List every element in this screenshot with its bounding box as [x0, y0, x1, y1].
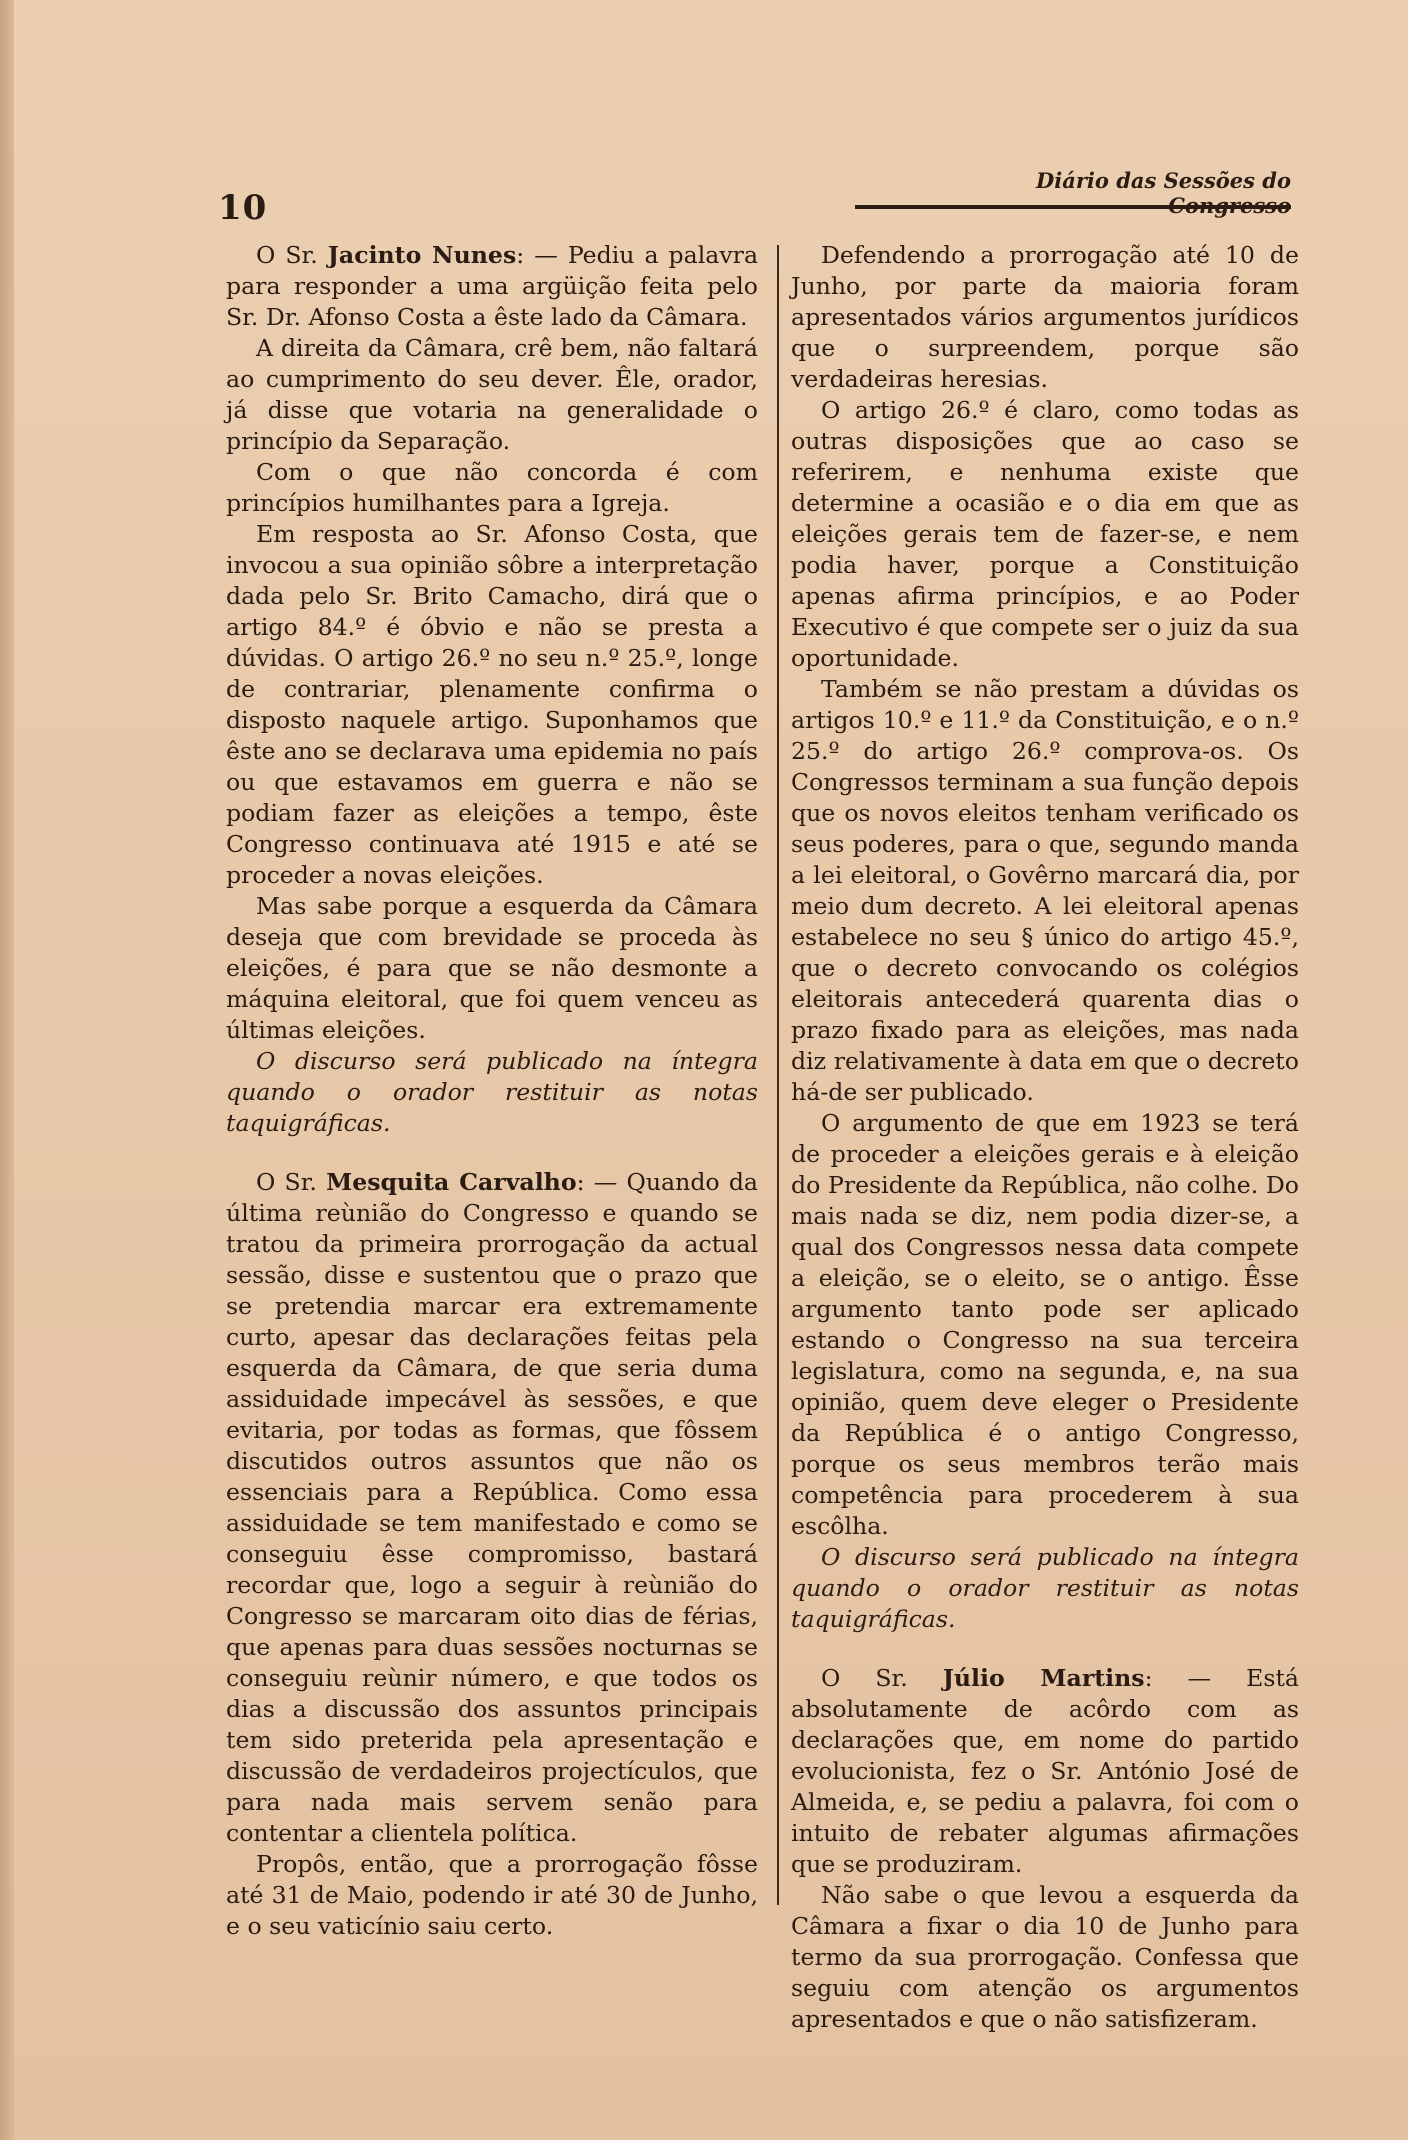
page-number: 10: [218, 188, 268, 228]
paragraph: A direita da Câmara, crê bem, não faltará ao cumprimento do seu dever. Êle, orador, já disse que votaria na generalidade o princípio da Separação.: [226, 334, 758, 455]
speaker-name: Jacinto Nunes: [327, 241, 517, 269]
paragraph: Também se não prestam a dúvidas os artigos 10.º e 11.º da Constituição, e o n.º 25.º do artigo 26.º comprova-os. Os Congressos terminam a sua função depois que os novos eleitos tenham verificado os seus poderes, para o que, segundo manda a lei eleitoral, o Govêrno marcará dia, por meio dum decreto. A lei eleitoral apenas estabelece no seu § único do artigo 45.º, que o decreto convocando os colégios eleitorais antecederá quarenta dias o prazo fixado para as eleições, mas nada diz relativamente à data em que o decreto há-de ser publicado.: [791, 675, 1299, 1106]
speech-intro: O Sr.: [821, 1664, 943, 1692]
speech-text: : — Pediu a palavra para responder a uma argüição feita pelo Sr. Dr. Afonso Costa a êste lado da Câmara.: [226, 241, 759, 331]
right-column: [791, 240, 1299, 2035]
section-gap: [226, 1139, 758, 1167]
speech-text: : — Está absolutamente de acôrdo com as declarações que, em nome do partido evolucionista, fez o Sr. António José de Almeida, e, se pediu a palavra, foi com o intuito de rebater algumas afirmações que se produziram.: [791, 1664, 1300, 1878]
paragraph: Em resposta ao Sr. Afonso Costa, que invocou a sua opinião sôbre a interpretação dada pelo Sr. Brito Camacho, dirá que o artigo 84.º é óbvio e não se presta a dúvidas. O artigo 26.º no seu n.º 25.º, longe de contrariar, plenamente confirma o disposto naquele artigo. Suponhamos que êste ano se declarava uma epidemia no país ou que estavamos em guerra e não se podiam fazer as eleições a tempo, êste Congresso continuava até 1915 e até se proceder a novas eleições.: [226, 520, 758, 889]
editorial-note: O discurso será publicado na íntegra quando o orador restituir as notas taquigráficas.: [226, 1047, 758, 1137]
page-edge: [0, 0, 14, 2140]
speech-text: : — Quando da última reùnião do Congresso e quando se tratou da primeira prorrogação da actual sessão, disse e sustentou que o prazo que se pretendia marcar era extremamente curto, apesar das declarações feitas pela esquerda da Câmara, de que seria duma assiduidade impecável às sessões, e que evitaria, por todas as formas, que fôssem discutidos outros assuntos que não os essenciais para a República. Como essa assiduidade se tem manifestado e como se conseguiu êsse compromisso, bastará recordar que, logo a seguir à reùnião do Congresso se marcaram oito dias de férias, que apenas para duas sessões nocturnas se conseguiu reùnir número, e que todos os dias a discussão dos assuntos principais tem sido preterida pela apresentação e discussão de verdadeiros projectículos, que para nada mais servem senão para contentar a clientela política.: [226, 1168, 758, 1847]
editorial-note: O discurso será publicado na íntegra quando o orador restituir as notas taquigráficas.: [791, 1543, 1299, 1633]
speaker-name: Mesquita Carvalho: [326, 1168, 577, 1196]
paragraph: O artigo 26.º é claro, como todas as outras disposições que ao caso se referirem, e nenhuma existe que determine a ocasião e o dia em que as eleições gerais tem de fazer-se, e nem podia haver, porque a Constituição apenas afirma princípios, e ao Poder Executivo é que compete ser o juiz da sua oportunidade.: [791, 396, 1299, 672]
paragraph: [226, 1167, 758, 1849]
paragraph: Defendendo a prorrogação até 10 de Junho, por parte da maioria foram apresentados vários argumentos jurídicos que o surpreendem, porque são verdadeiras heresias.: [791, 241, 1299, 393]
running-title: Diário das Sessões do: [1036, 168, 1291, 193]
section-gap: [791, 1635, 1299, 1663]
paragraph: Mas sabe porque a esquerda da Câmara deseja que com brevidade se proceda às eleições, é para que se não desmonte a máquina eleitoral, que foi quem venceu as últimas eleições.: [226, 892, 758, 1044]
speech-intro: O Sr.: [256, 241, 328, 269]
header-rule: [855, 205, 1291, 209]
speech-intro: O Sr.: [256, 1168, 327, 1196]
paragraph: Não sabe o que levou a esquerda da Câmara a fixar o dia 10 de Junho para termo da sua prorrogação. Confessa que seguiu com atenção os argumentos apresentados e que o não satisfizeram.: [791, 1881, 1299, 2033]
speaker-name: Júlio Martins: [942, 1664, 1145, 1692]
paragraph: O argumento de que em 1923 se terá de proceder a eleições gerais e à eleição do Presidente da República, não colhe. Do mais nada se diz, nem podia dizer-se, a qual dos Congressos nessa data compete a eleição, se o eleito, se o antigo. Êsse argumento tanto pode ser aplicado estando o Congresso na sua terceira legislatura, como na segunda, e, na sua opinião, quem deve eleger o Presidente da República é o antigo Congresso, porque os seus membros terão mais competência para procederem à sua escôlha.: [791, 1109, 1299, 1540]
paragraph: Propôs, então, que a prorrogação fôsse até 31 de Maio, podendo ir até 30 de Junho, e o seu vaticínio saiu certo.: [226, 1850, 758, 1940]
left-column: [226, 240, 758, 1942]
paragraph: Com o que não concorda é com princípios humilhantes para a Igreja.: [226, 458, 758, 517]
paragraph: [791, 1663, 1299, 1880]
column-divider: [777, 245, 779, 1905]
paragraph: [226, 240, 758, 333]
